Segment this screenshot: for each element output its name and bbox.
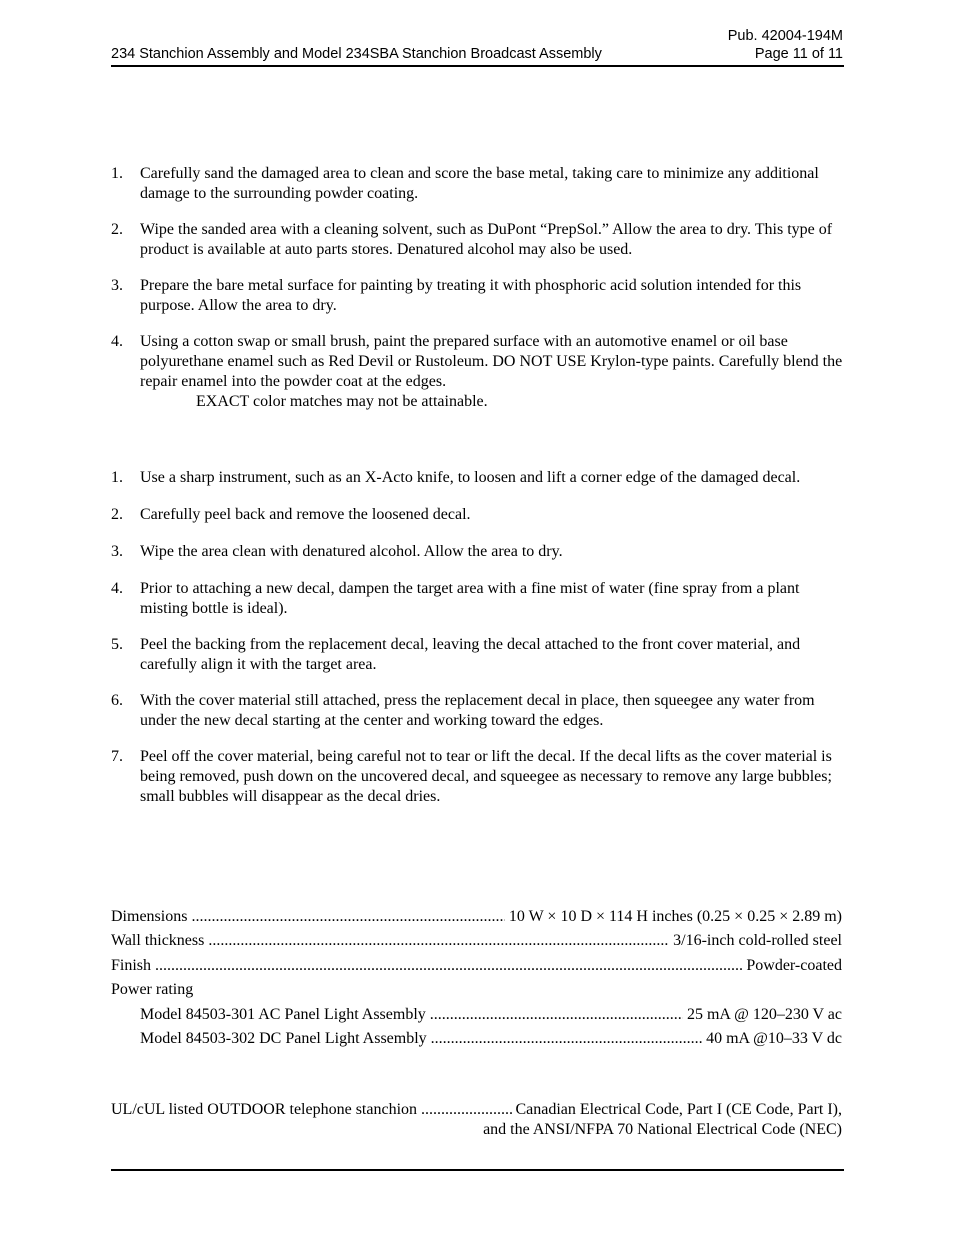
spec-value: 25 mA @ 120–230 V ac	[686, 1005, 842, 1023]
step-text: Prepare the bare metal surface for painting by treating it with phosphoric acid solution intended for this purpose. Allow the area to dry.	[140, 277, 802, 314]
listing-value-line2: and the ANSI/NFPA 70 National Electrical Code (NEC)	[483, 1121, 842, 1138]
spec-label: Power rating	[111, 981, 194, 998]
step-number: 5.	[111, 636, 123, 653]
list-item	[111, 276, 844, 316]
color-match-note: EXACT color matches may not be attainable.	[196, 393, 488, 410]
spec-value: Powder-coated	[746, 956, 842, 974]
list-item	[111, 332, 844, 392]
step-number: 1.	[111, 469, 123, 486]
spec-finish	[111, 951, 842, 976]
list-item	[111, 691, 844, 731]
spec-label: Model 84503-301 AC Panel Light Assembly	[140, 1005, 426, 1023]
step-text: Using a cotton swap or small brush, paint the prepared surface with an automotive enamel or oil base polyurethane enamel such as Red Devil or Rustoleum. DO NOT USE Krylon-type paints. Carefully blend the repair enamel into the powder coat at the edges.	[140, 333, 843, 390]
list-item	[111, 747, 844, 807]
step-number: 3.	[111, 277, 123, 294]
spec-dc-panel-light	[111, 1025, 842, 1050]
step-text: Wipe the sanded area with a cleaning solvent, such as DuPont “PrepSol.” Allow the area to dry. This type of product is available at auto parts stores. Denatured alcohol may also be used.	[140, 221, 833, 258]
dot-leader	[191, 907, 504, 927]
step-text: Prior to attaching a new decal, dampen the target area with a fine mist of water (fine spray from a plant misting bottle is ideal).	[140, 580, 800, 617]
listing-row	[111, 1100, 842, 1120]
spec-value: 40 mA @10–33 V dc	[706, 1030, 842, 1047]
spec-label: Dimensions	[111, 907, 188, 925]
list-item	[111, 635, 844, 675]
step-number: 4.	[111, 333, 123, 350]
page-number: Page 11 of 11	[754, 46, 843, 62]
step-number: 7.	[111, 748, 123, 765]
step-number: 2.	[111, 221, 123, 238]
footer-rule	[111, 1169, 844, 1171]
list-item	[111, 220, 844, 260]
header-rule	[111, 65, 844, 67]
spec-power-rating	[111, 976, 842, 1001]
spec-label: Finish	[111, 956, 152, 974]
step-number: 6.	[111, 692, 123, 709]
listing	[111, 1100, 842, 1140]
step-text: Wipe the area clean with denatured alcohol. Allow the area to dry.	[140, 543, 563, 560]
list-item	[111, 468, 844, 488]
spec-wall-thickness	[111, 927, 842, 952]
listing-label: UL/cUL listed OUTDOOR telephone stanchion	[111, 1101, 418, 1118]
spec-dimensions	[111, 902, 842, 927]
dot-leader	[155, 956, 742, 976]
specifications	[111, 902, 842, 1049]
step-number: 1.	[111, 165, 123, 182]
spec-label: Model 84503-302 DC Panel Light Assembly	[140, 1030, 427, 1047]
spec-value: 3/16-inch cold-rolled steel	[673, 932, 842, 949]
dot-leader	[421, 1100, 514, 1120]
dot-leader	[208, 931, 669, 951]
list-item	[111, 505, 844, 525]
list-item	[111, 579, 844, 619]
dot-leader	[431, 1029, 702, 1049]
spec-ac-panel-light	[111, 1000, 842, 1025]
spec-label: Wall thickness	[111, 932, 205, 949]
dot-leader	[430, 1005, 683, 1025]
step-text: Peel the backing from the replacement decal, leaving the decal attached to the front cover material, and carefully align it with the target area.	[140, 636, 801, 673]
step-text: Use a sharp instrument, such as an X-Acto knife, to loosen and lift a corner edge of the damaged decal.	[140, 469, 801, 486]
list-item	[111, 542, 844, 562]
step-text: Carefully sand the damaged area to clean and score the base metal, taking care to minimize any additional damage to the surrounding powder coating.	[140, 165, 819, 202]
spec-value: 10 W × 10 D × 114 H inches (0.25 × 0.25 × 2.89 m)	[508, 907, 842, 925]
listing-value-line1: Canadian Electrical Code, Part I (CE Code, Part I),	[515, 1101, 842, 1118]
step-text: With the cover material still attached, press the replacement decal in place, then squeegee any water from under the new decal starting at the center and working toward the edges.	[140, 692, 815, 729]
list-item	[111, 164, 844, 204]
document-title: 234 Stanchion Assembly and Model 234SBA Stanchion Broadcast Assembly	[111, 46, 602, 62]
step-text: Carefully peel back and remove the loosened decal.	[140, 506, 471, 523]
step-number: 2.	[111, 506, 123, 523]
step-number: 4.	[111, 580, 123, 597]
touch-up-steps	[111, 164, 844, 412]
step-number: 3.	[111, 543, 123, 560]
decal-steps	[111, 468, 844, 807]
publication-number: Pub. 42004-194M	[727, 28, 843, 44]
step-text: Peel off the cover material, being careful not to tear or lift the decal. If the decal lifts as the cover material is being removed, push down on the uncovered decal, and squeegee as necessary to remove any large bubbles; small bubbles will disappear as the decal dries.	[140, 748, 832, 805]
